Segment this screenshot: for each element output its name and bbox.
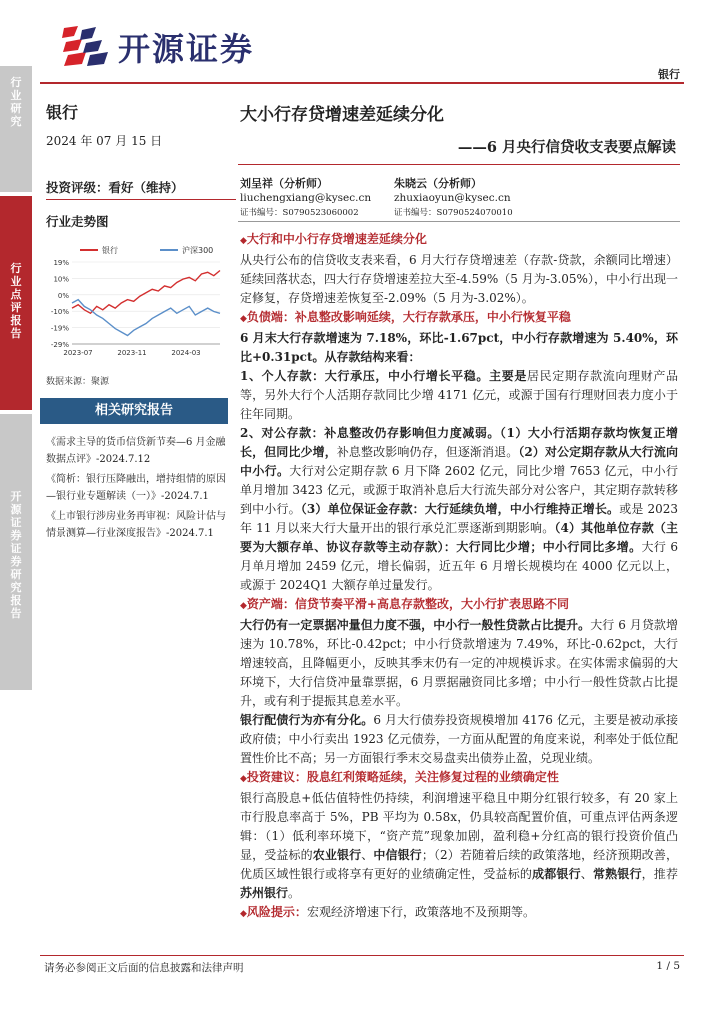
industry-name: 银行 — [46, 103, 79, 122]
paragraph: 银行配债行为亦有分化。6 月大行债券投资规模增加 4176 亿元，主要是被动承接政府债；中小行卖出 1923 亿元债券，一方面从配置的角度来说，利率处于低位配置性价比不高；另一方面银行季末交易盘卖出债券止盈，兑现业绩。 — [240, 713, 678, 765]
paragraph: 银行高股息+低估值特性仍持续，利润增速平稳且中期分红银行较多，有 20 家上市行股息率高于 5%，PB 平均为 0.58x，仍具较高配置价值，可重点评估两条逻辑：（1）低利率环境下，“资产荒”现象加剧，盈利稳+分红高的银行投资价值凸显，受益标的农业银行、中信银行；（2）若随着后续的政策落地，经济预期改善，优质区域性银行或将享有更好的业绩确定性，受益标的成都银行、常熟银行，推荐苏州银行。 — [240, 791, 678, 900]
tab-industry-research: 行业研究 — [0, 66, 32, 192]
related-reports-list — [46, 434, 228, 545]
analyst-email[interactable]: zhuxiaoyun@kysec.cn — [394, 192, 511, 204]
tab-securities-report: 开源证券 证券研究报告 — [0, 414, 32, 690]
legend-label: 沪深300 — [182, 246, 214, 255]
rating-divider — [46, 199, 236, 200]
brand-name: 开源证券 — [118, 30, 255, 68]
title-divider — [238, 164, 680, 165]
analyst-name: 刘呈祥（分析师） — [240, 177, 328, 190]
analyst-cert: 证书编号：S0790523060002 — [240, 208, 359, 218]
paragraph: 2、对公存款：补息整改仍存影响但力度减弱。（1）大小行活期存款均恢复正增长，但同比少增，补息整改影响仍存，但逐渐消退。（2）对公定期存款从大行流向中小行。大行对公定期存款 6 月下降 2602 亿元，同比少增 7653 亿元，中小行单月增加 3423 亿元，或源于取消补息后大行流失部分对公客户，其定期存款转移到中小行。（3）单位保证金存款：大行延续负增，中小行维持正增长。或是 2023 年 11 月以来大行大量开出的银行承兑汇票逐渐到期影响。（4）其他单位存款（主要为大额存单、协议存款等主动存款）：大行同比少增；中小行同比多增。大行 6 月单月增加 2459 亿元，增长偏弱，近五年 6 月增长规模均在 4000 亿元以上，或源于 2024Q1 大额存单过量发行。 — [240, 426, 678, 592]
trend-chart-svg — [44, 240, 226, 362]
chart-source: 数据来源：聚源 — [46, 377, 110, 387]
analyst-card — [240, 176, 371, 221]
header-sector: 银行 — [658, 68, 680, 81]
section-heading: ◆ 大行和中小行存贷增速差延续分化 — [240, 230, 678, 251]
analyst-divider — [238, 221, 680, 222]
series-line — [72, 300, 220, 336]
paragraph: 从央行公布的信贷收支表来看，6 月大行存贷增速差（存款-贷款，余额同比增速）延续回落状态，四大行存贷增速差拉大至-4.59%（5 月为-3.05%），中小行出现一定修复，存贷增速差恢复至-2.09%（5 月为-3.02%）。 — [240, 253, 678, 305]
report-title: 大小行存贷增速差延续分化 — [240, 105, 444, 125]
investment-rating: 投资评级：看好（维持） — [46, 180, 184, 195]
logo-mark-icon — [60, 24, 112, 66]
y-tick-label: 19% — [53, 259, 69, 267]
brand-logo — [60, 22, 290, 66]
page-number: 1 / 5 — [656, 960, 680, 972]
paragraph: ◆ 风险提示：宏观经济增速下行，政策落地不及预期等。 — [240, 903, 678, 924]
paragraph: 6 月末大行存款增速为 7.18%，环比-1.67pct，中小行存款增速为 5.40%，环比+0.31pct。从存款结构来看： — [240, 331, 678, 364]
related-report-item[interactable]: 《上市银行涉房业务再审视：风险计估与情景测算—行业深度报告》-2024.7.1 — [46, 511, 226, 539]
y-tick-label: 10% — [53, 275, 69, 284]
y-tick-label: -29% — [50, 341, 69, 349]
paragraph: 大行仍有一定票据冲量但力度不强，中小行一般性贷款占比提升。大行 6 月贷款增速为 10.78%，环比-0.42pct；中小行贷款增速为 7.49%，环比-0.62pct，大行增速较高，且降幅更小，反映其季末仍有一定的冲规模诉求。在实体需求偏弱的大环境下，大行信贷冲量靠票据，6 月票据融资同比多增；中小行一般性贷款占比提升，或有利于提振其息差水平。 — [240, 618, 678, 708]
analyst-cert: 证书编号：S0790524070010 — [394, 208, 513, 218]
x-tick-label: 2023-07 — [63, 349, 93, 357]
x-tick-label: 2024-03 — [171, 349, 201, 357]
section-heading: ◆ 负债端：补息整改影响延续，大行存款承压，中小行恢复平稳 — [240, 308, 678, 329]
section-heading: ◆ 资产端：信贷节奏平滑+高息存款整改，大小行扩表思路不同 — [240, 595, 678, 616]
series-line — [72, 271, 220, 314]
footer-divider — [40, 955, 684, 956]
tab-industry-review: 行业点评报告 — [0, 196, 32, 410]
y-tick-label: 0% — [57, 291, 69, 300]
y-tick-label: -19% — [50, 324, 69, 333]
report-date: 2024 年 07 月 15 日 — [46, 134, 163, 148]
trend-chart-title: 行业走势图 — [46, 214, 109, 229]
related-report-item[interactable]: 《简析：银行压降融出，增持组情的原因—银行业专题解读（一）》-2024.7.1 — [46, 474, 226, 502]
legend-label: 银行 — [102, 246, 118, 255]
report-subtitle: ——6 月央行信贷收支表要点解读 — [457, 139, 676, 156]
analyst-name: 朱晓云（分析师） — [394, 177, 482, 190]
analyst-card — [394, 176, 513, 221]
related-reports-header: 相关研究报告 — [40, 398, 228, 424]
footer-disclaimer: 请务必参阅正文后面的信息披露和法律声明 — [44, 962, 244, 974]
paragraph: 1、个人存款：大行承压，中小行增长平稳。主要是居民定期存款流向理财产品等，另外大行个人活期存款同比少增 4171 亿元，或源于国有行理财回表力度小于往年同期。 — [240, 369, 678, 421]
analyst-email[interactable]: liuchengxiang@kysec.cn — [240, 192, 372, 204]
x-tick-label: 2023-11 — [117, 349, 147, 357]
y-tick-label: -10% — [50, 308, 69, 317]
section-heading: ◆ 投资建议：股息红利策略延续，关注修复过程的业绩确定性 — [240, 768, 678, 789]
trend-chart — [44, 240, 226, 362]
header-divider — [40, 82, 684, 84]
report-body — [240, 230, 678, 924]
related-report-item[interactable]: 《需求主导的货币信贷新节奏—6 月金融数据点评》-2024.7.12 — [46, 437, 226, 465]
